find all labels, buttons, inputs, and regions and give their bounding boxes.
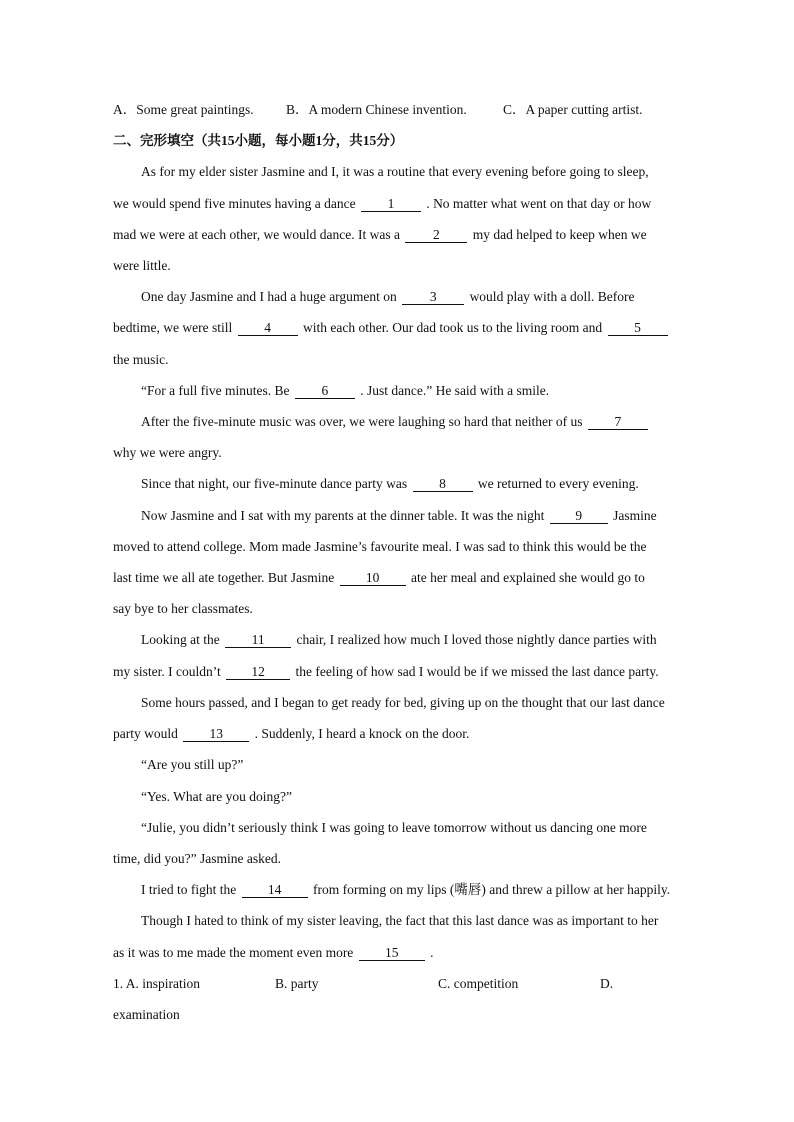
text: . No matter what went on that day or how	[426, 196, 652, 211]
blank-12: 12	[226, 664, 290, 680]
passage-line: Though I hated to think of my sister leaving, the fact that this last dance was as important to her	[141, 913, 659, 928]
passage-line: the music.	[113, 352, 169, 367]
blank-13: 13	[183, 726, 249, 742]
text: After the five-minute music was over, we were laughing so hard that neither of us	[141, 414, 583, 429]
option-a: A．Some great paintings.	[113, 102, 254, 117]
text: party would	[113, 726, 178, 741]
q1-option-c: C. competition	[438, 976, 519, 991]
blank-8: 8	[413, 476, 473, 492]
blank-2: 2	[405, 227, 467, 243]
passage-line	[141, 631, 711, 649]
option-c: C．A paper cutting artist.	[503, 102, 643, 117]
blank-1: 1	[361, 196, 421, 212]
passage-line	[113, 319, 683, 337]
passage-line	[113, 195, 683, 213]
text: as it was to me made the moment even more	[113, 945, 354, 960]
passage-line: “Julie, you didn’t seriously think I was going to leave tomorrow without us dancing one more	[141, 820, 647, 835]
text: with each other. Our dad took us to the living room and	[302, 320, 603, 335]
text: Now Jasmine and I sat with my parents at the dinner table. It was the night	[141, 508, 545, 523]
q1-option-d: D.	[600, 976, 614, 991]
section-heading: 二、完形填空（共15小题，每小题1分，共15分）	[113, 133, 404, 148]
text: from forming on my lips (嘴唇) and threw a pillow at her happily.	[312, 882, 671, 897]
passage-line	[113, 944, 683, 962]
text: “For a full five minutes. Be	[141, 383, 290, 398]
text: would play with a doll. Before	[469, 289, 635, 304]
text: One day Jasmine and I had a huge argument on	[141, 289, 397, 304]
text: my sister. I couldn’t	[113, 664, 221, 679]
text: mad we were at each other, we would dance. It was a	[113, 227, 400, 242]
blank-6: 6	[295, 383, 355, 399]
text: . Suddenly, I heard a knock on the door.	[254, 726, 470, 741]
dialogue-line: “Yes. What are you doing?”	[141, 789, 292, 804]
passage-line	[141, 475, 711, 493]
text: chair, I realized how much I loved those nightly dance parties with	[296, 632, 657, 647]
text: Since that night, our five-minute dance party was	[141, 476, 408, 491]
blank-5: 5	[608, 320, 668, 336]
text: Looking at the	[141, 632, 220, 647]
text: we returned to every evening.	[477, 476, 639, 491]
text: ate her meal and explained she would go to	[410, 570, 645, 585]
passage-line: say bye to her classmates.	[113, 601, 253, 616]
q1-option-a: 1. A. inspiration	[113, 976, 200, 991]
passage-line	[141, 507, 676, 525]
passage-line: why we were angry.	[113, 445, 222, 460]
blank-7: 7	[588, 414, 648, 430]
passage-line	[113, 226, 683, 244]
blank-4: 4	[238, 320, 298, 336]
text: last time we all ate together. But Jasmine	[113, 570, 335, 585]
passage-line	[113, 725, 683, 743]
passage-line: moved to attend college. Mom made Jasmine’s favourite meal. I was sad to think this would be the	[113, 539, 647, 554]
text: my dad helped to keep when we	[472, 227, 647, 242]
text: . Just dance.” He said with a smile.	[360, 383, 550, 398]
passage-line: Some hours passed, and I began to get ready for bed, giving up on the thought that our last dance	[141, 695, 665, 710]
passage-line: were little.	[113, 258, 171, 273]
blank-9: 9	[550, 508, 608, 524]
text: .	[430, 945, 434, 960]
text: the feeling of how sad I would be if we missed the last dance party.	[295, 664, 659, 679]
passage-line	[141, 881, 711, 899]
blank-10: 10	[340, 570, 406, 586]
q1-option-d-text: examination	[113, 1007, 180, 1022]
passage-line	[113, 569, 683, 587]
passage-line	[141, 413, 681, 431]
text: bedtime, we were still	[113, 320, 233, 335]
blank-14: 14	[242, 882, 308, 898]
blank-11: 11	[225, 632, 291, 648]
option-b: B．A modern Chinese invention.	[286, 102, 467, 117]
passage-line	[141, 288, 681, 306]
passage-line: As for my elder sister Jasmine and I, it was a routine that every evening before going to sleep,	[141, 164, 649, 179]
text: Jasmine	[613, 508, 657, 523]
text: we would spend five minutes having a dance	[113, 196, 356, 211]
passage-line: time, did you?” Jasmine asked.	[113, 851, 281, 866]
blank-15: 15	[359, 945, 425, 961]
dialogue-line: “Are you still up?”	[141, 757, 244, 772]
q1-option-b: B. party	[275, 976, 319, 991]
blank-3: 3	[402, 289, 464, 305]
text: I tried to fight the	[141, 882, 237, 897]
passage-line	[113, 663, 683, 681]
passage-line	[141, 382, 711, 400]
